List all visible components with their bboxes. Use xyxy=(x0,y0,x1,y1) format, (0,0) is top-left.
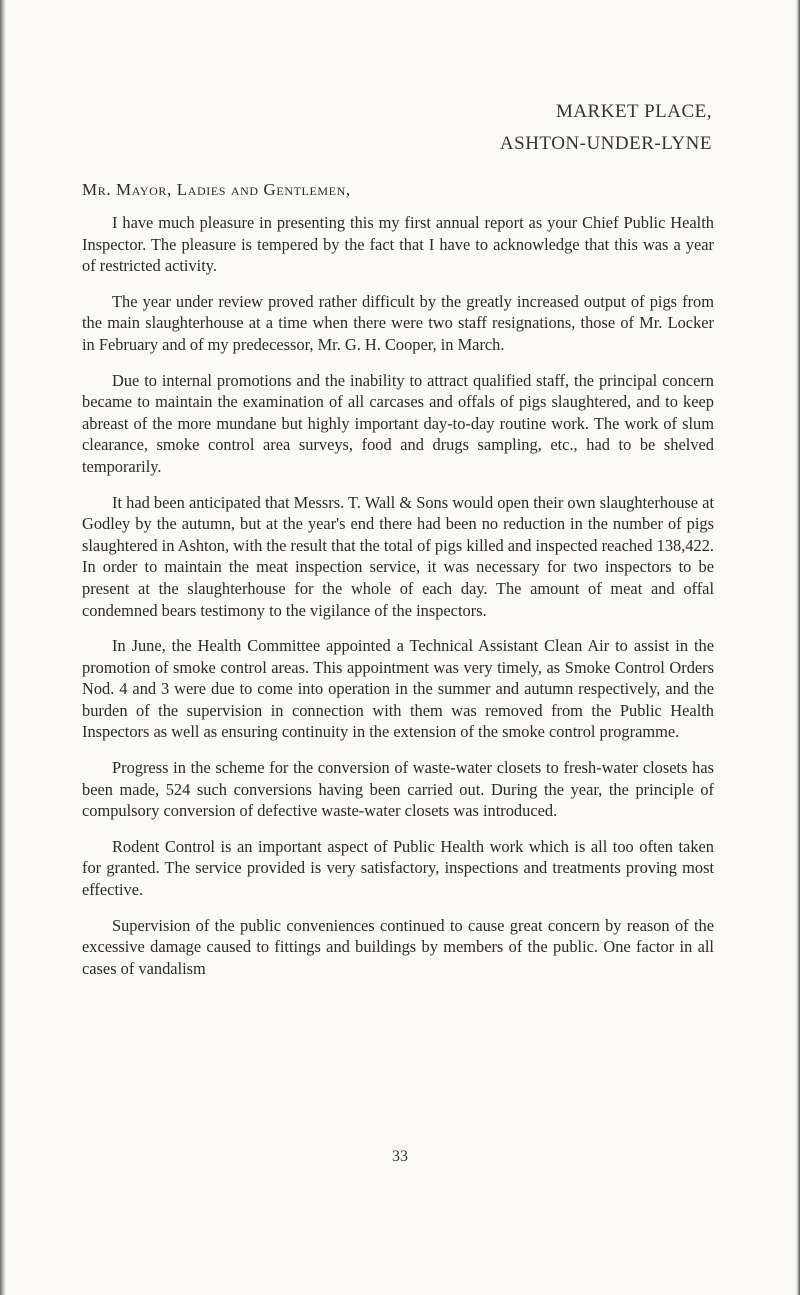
page-left-edge xyxy=(0,0,6,1295)
paragraph-conveniences: Supervision of the public conveniences continued to cause great concern by reason of the excessive damage caused to fittings and buildings by members of the public. One factor in all cases of vandalism xyxy=(82,915,714,978)
page-right-edge xyxy=(796,0,800,1295)
paragraph-staff: Due to internal promotions and the inability to attract qualified staff, the principal concern became to maintain the examination of all carcases and offals of pigs slaughtered, and to keep abreast of the more mundane but highly important day-to-day routine work. The work of slum clearance, smoke control area surveys, food and drugs sampling, etc., had to be shelved temporarily. xyxy=(82,370,714,476)
paragraph-pigs-output: The year under review proved rather difficult by the greatly increased output of pigs from the main slaughterhouse at a time when there were two staff resignations, those of Mr. Locker in February and of my predecessor, Mr. G. H. Cooper, in March. xyxy=(82,291,714,354)
address-block xyxy=(82,96,712,160)
paragraph-intro: I have much pleasure in presenting this my first annual report as your Chief Public Health Inspector. The pleasure is tempered by the fact that I have to acknowledge that this was a year of restricted activity. xyxy=(82,213,714,276)
address-line-1: MARKET PLACE, xyxy=(555,101,712,122)
paragraph-clean-air: In June, the Health Committee appointed a Technical Assistant Clean Air to assist in the promotion of smoke control areas. This appointment was very timely, as Smoke Control Orders Nod. 4 and 3 were due to come into operation in the summer and autumn respectively, and the burden of the supervision in connection with them was removed from the Public Health Inspectors as well as ensuring continuity in the extension of the smoke control programme. xyxy=(82,636,714,742)
paragraph-rodent-control: Rodent Control is an important aspect of Public Health work which is all too often taken for granted. The service provided is very satisfactory, inspections and treatments proving most effective. xyxy=(82,836,714,900)
report-page xyxy=(82,96,714,979)
paragraph-closets: Progress in the scheme for the conversion of waste-water closets to fresh-water closets has been made, 524 such conversions having been carried out. During the year, the principle of compulsory conversion of defective waste-water closets was introduced. xyxy=(82,758,714,821)
report-body xyxy=(82,212,714,979)
salutation: Mr. Mayor, Ladies and Gentlemen, xyxy=(82,180,351,199)
paragraph-slaughterhouse: It had been anticipated that Messrs. T. Wall & Sons would open their own slaughterhouse at Godley by the autumn, but at the year's end there had been no reduction in the number of pigs slaughtered in Ashton, with the result that the total of pigs killed and inspected reached 138,422. In order to maintain the meat inspection service, it was necessary for two inspectors to be present at the slaughterhouse for the whole of each day. The amount of meat and offal condemned bears testimony to the vigilance of the inspectors. xyxy=(82,492,714,620)
address-line-2: ASHTON-UNDER-LYNE xyxy=(499,133,712,154)
page-number: 33 xyxy=(392,1148,408,1165)
